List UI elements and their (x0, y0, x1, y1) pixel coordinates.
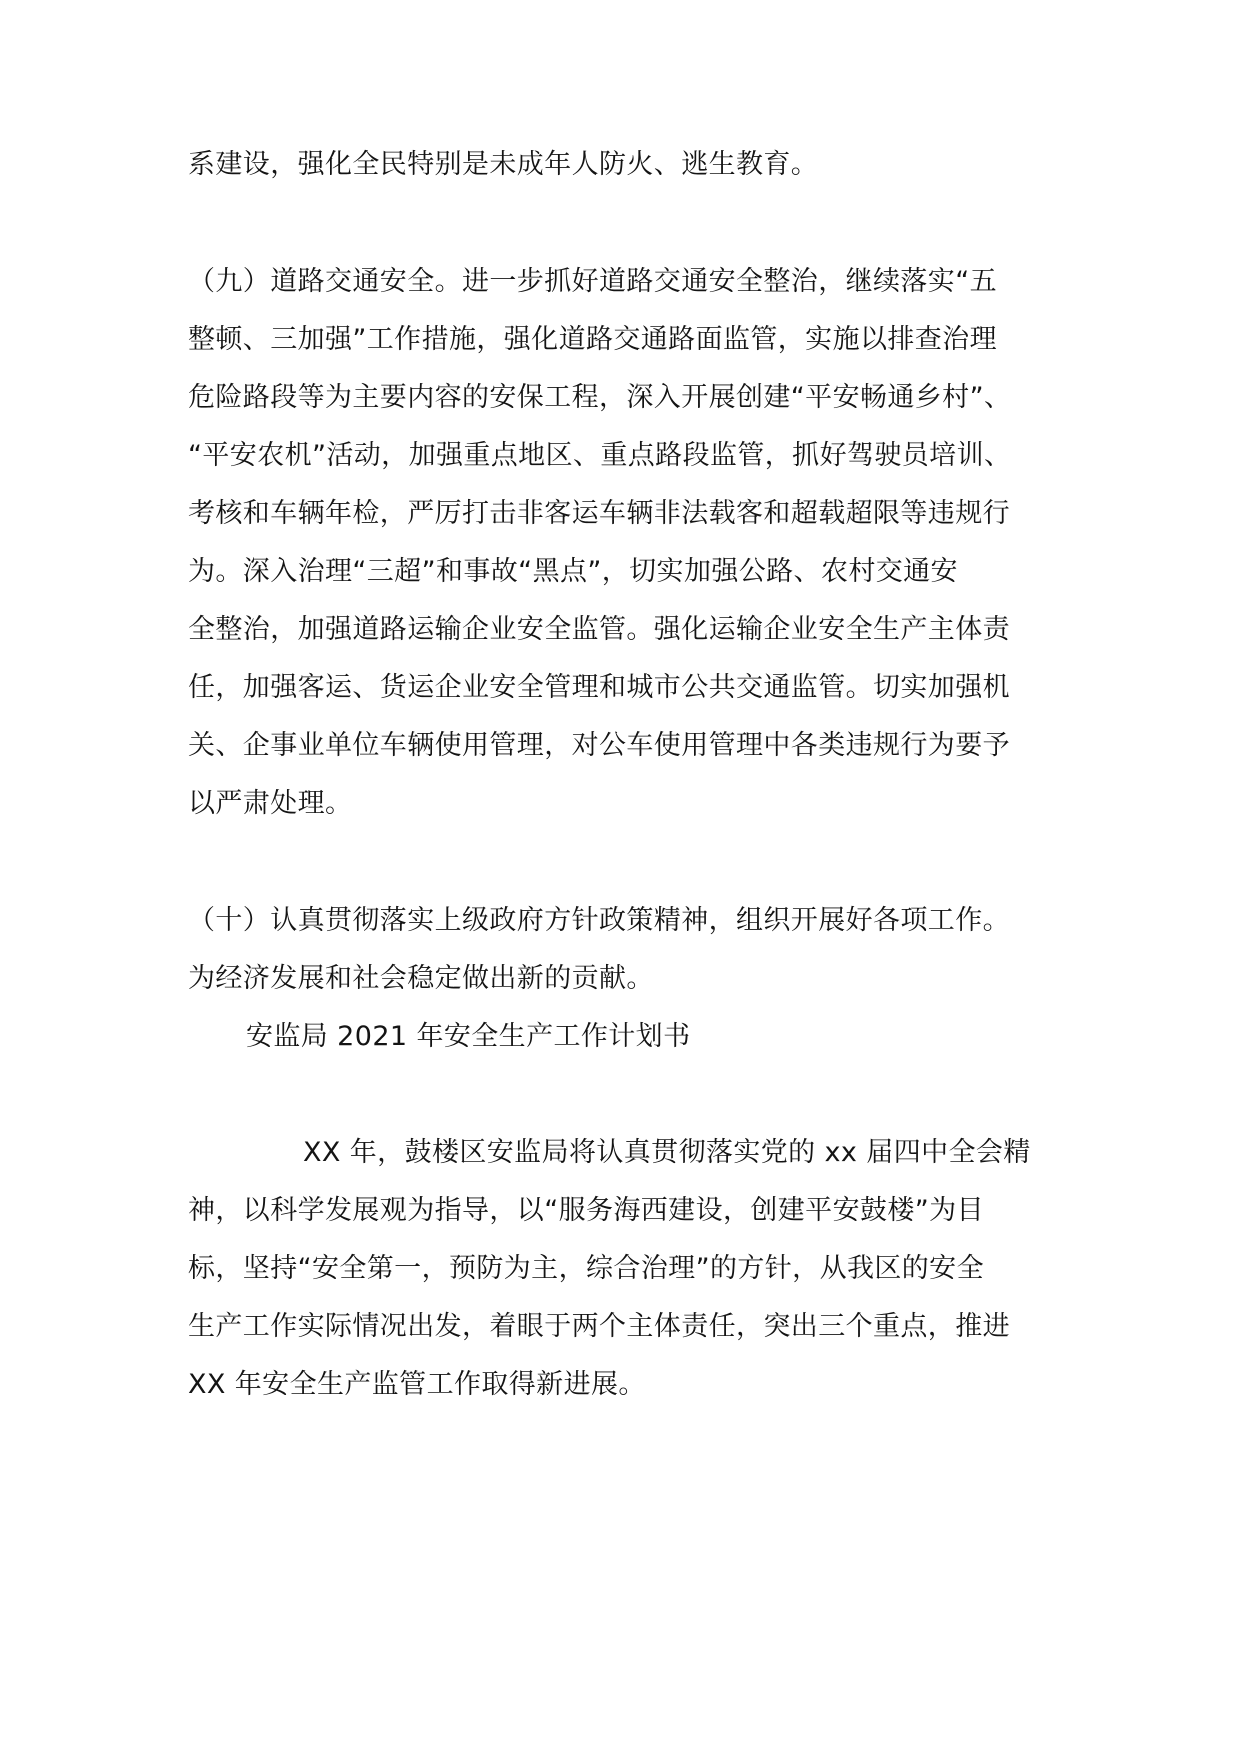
paragraph-line: XX 年安全生产监管工作取得新进展。 (188, 1369, 646, 1400)
paragraph-line: 全整治，加强道路运输企业安全监管。强化运输企业安全生产主体责 (188, 614, 1010, 645)
paragraph-line: （十）认真贯彻落实上级政府方针政策精神，组织开展好各项工作。 (188, 905, 1010, 936)
paragraph-line: 整顿、三加强”工作措施，强化道路交通路面监管，实施以排查治理 (188, 324, 997, 355)
paragraph-line: 关、企事业单位车辆使用管理，对公车使用管理中各类违规行为要予 (188, 730, 1010, 761)
paragraph-line: 系建设，强化全民特别是未成年人防火、逃生教育。 (188, 149, 819, 180)
paragraph-line: 以严肃处理。 (188, 788, 353, 819)
paragraph-line: 为。深入治理“三超”和事故“黑点”，切实加强公路、农村交通安 (188, 556, 958, 587)
paragraph-line: 神，以科学发展观为指导，以“服务海西建设，创建平安鼓楼”为目 (188, 1195, 984, 1226)
paragraph-line: （九）道路交通安全。进一步抓好道路交通安全整治，继续落实“五 (188, 266, 997, 297)
paragraph-line: 标，坚持“安全第一，预防为主，综合治理”的方针，从我区的安全 (188, 1253, 984, 1284)
paragraph-line: 危险路段等为主要内容的安保工程，深入开展创建“平安畅通乡村”、 (188, 382, 1012, 413)
paragraph-line: 生产工作实际情况出发，着眼于两个主体责任，突出三个重点，推进 (188, 1311, 1010, 1342)
paragraph-line: “平安农机”活动，加强重点地区、重点路段监管，抓好驾驶员培训、 (188, 440, 1012, 471)
section-title: 安监局 2021 年安全生产工作计划书 (246, 1021, 691, 1052)
paragraph-line: 为经济发展和社会稳定做出新的贡献。 (188, 963, 654, 994)
paragraph-line: XX 年，鼓楼区安监局将认真贯彻落实党的 xx 届四中全会精 (303, 1137, 1031, 1168)
paragraph-line: 考核和车辆年检，严厉打击非客运车辆非法载客和超载超限等违规行 (188, 498, 1010, 529)
paragraph-line: 任，加强客运、货运企业安全管理和城市公共交通监管。切实加强机 (188, 672, 1010, 703)
